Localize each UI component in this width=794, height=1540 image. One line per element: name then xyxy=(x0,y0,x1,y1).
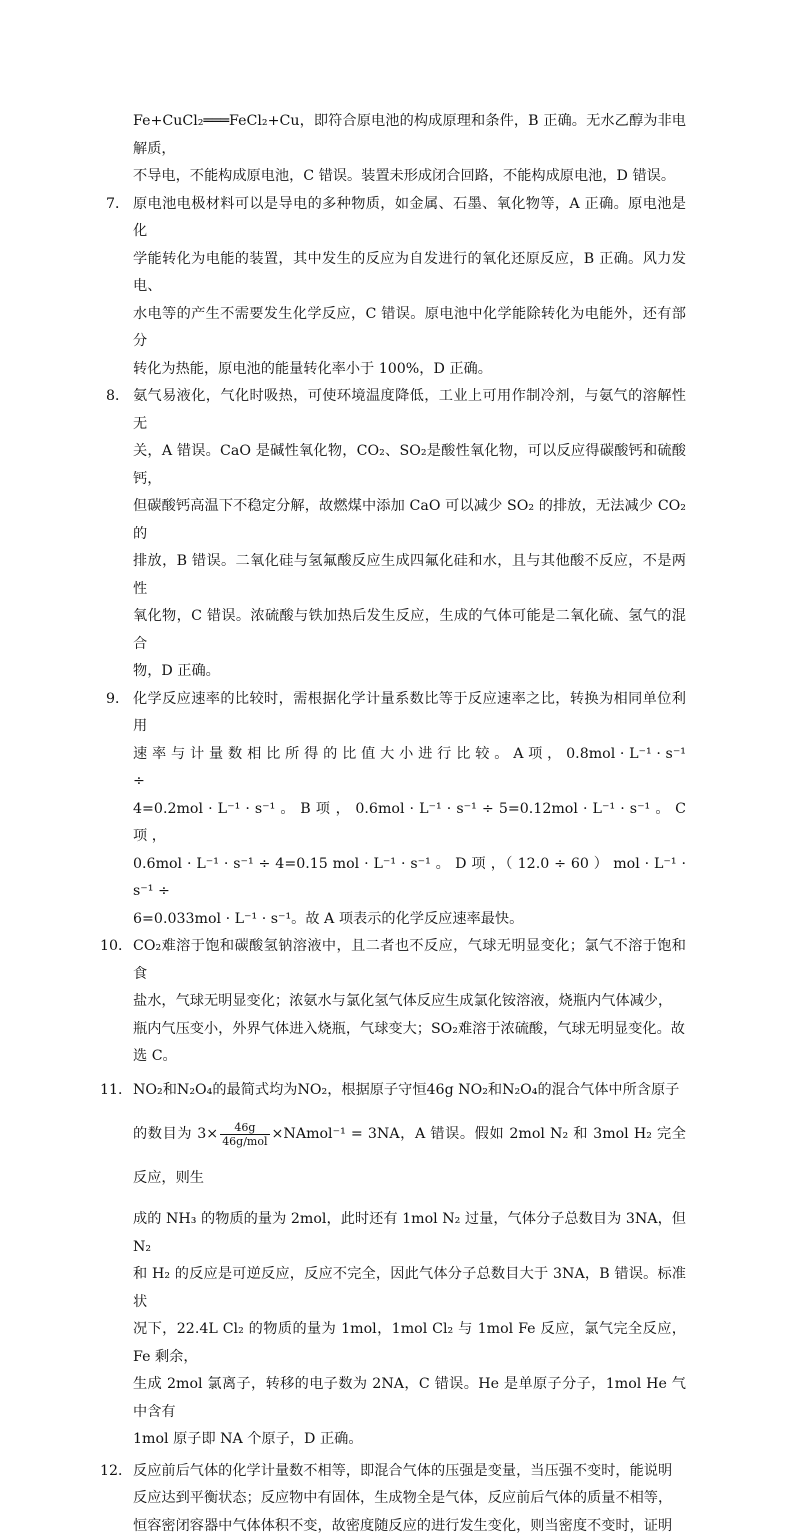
text-line: 4=0.2mol · L⁻¹ · s⁻¹ 。 B 项 ， 0.6mol · L⁻¹ · s⁻¹ ÷ 5=0.12mol · L⁻¹ · s⁻¹ 。 C 项 ， xyxy=(133,796,686,851)
text-line: 恒容密闭容器中气体体积不变，故密度随反应的进行发生变化，则当密度不变时，证明 xyxy=(133,1513,686,1540)
text-line: 学能转化为电能的装置，其中发生的反应为自发进行的氧化还原反应，B 正确。风力发电、 xyxy=(133,246,686,301)
text-line: 和 H₂ 的反应是可逆反应，反应不完全，因此气体分子总数目大于 3NA，B 错误。标准状 xyxy=(133,1261,686,1316)
text-line: 成的 NH₃ 的物质的量为 2mol，此时还有 1mol N₂ 过量，气体分子总数目为 3NA，但 N₂ xyxy=(133,1206,686,1261)
fraction xyxy=(220,1121,269,1148)
text-line: 选 C。 xyxy=(133,1043,686,1071)
text-line: 化学反应速率的比较时，需根据化学计量系数比等于反应速率之比，转换为相同单位利用 xyxy=(133,686,686,741)
item-number: 8． xyxy=(106,383,129,411)
text-line: 转化为热能，原电池的能量转化率小于 100%，D 正确。 xyxy=(133,356,686,384)
fraction-numerator: 46g xyxy=(220,1121,269,1135)
item-number: 9． xyxy=(106,686,129,714)
answer-item-10 xyxy=(106,933,686,1071)
paragraph-continuation xyxy=(106,108,686,191)
text-line: 原电池电极材料可以是导电的多种物质，如金属、石墨、氧化物等，A 正确。原电池是化 xyxy=(133,191,686,246)
text-line: CO₂难溶于饱和碳酸氢钠溶液中，且二者也不反应，气球无明显变化；氯气不溶于饱和食 xyxy=(133,933,686,988)
answer-item-12 xyxy=(106,1458,686,1540)
text-line: 关，A 错误。CaO 是碱性氧化物，CO₂、SO₂是酸性氧化物，可以反应得碳酸钙和硫酸钙， xyxy=(133,438,686,493)
fraction-denominator: 46g/mol xyxy=(220,1135,269,1148)
text-line: 排放，B 错误。二氧化硅与氢氟酸反应生成四氟化硅和水，且与其他酸不反应，不是两性 xyxy=(133,548,686,603)
formula-prefix: 的数目为 3× xyxy=(133,1126,218,1142)
text-line: 盐水，气球无明显变化；浓氨水与氯化氢气体反应生成氯化铵溶液，烧瓶内气体减少， xyxy=(133,988,686,1016)
answer-item-9 xyxy=(106,686,686,934)
text-line: 生成 2mol 氯离子，转移的电子数为 2NA，C 错误。He 是单原子分子，1mol He 气中含有 xyxy=(133,1371,686,1426)
item-number: 7． xyxy=(106,191,129,219)
formula-suffix: ×NAmol⁻¹ = 3NA，A 错误。假如 2mol N₂ 和 3mol H₂ 完全反应，则生 xyxy=(133,1126,686,1186)
item-number: 11． xyxy=(100,1077,132,1105)
text-line: NO₂和N₂O₄的最简式均为NO₂，根据原子守恒46g NO₂和N₂O₄的混合气体中所含原子 xyxy=(133,1077,686,1105)
answer-item-7 xyxy=(106,191,686,384)
text-line: 6=0.033mol · L⁻¹ · s⁻¹。故 A 项表示的化学反应速率最快。 xyxy=(133,906,686,934)
text-line: 瓶内气压变小，外界气体进入烧瓶，气球变大；SO₂难溶于浓硫酸，气球无明显变化。故 xyxy=(133,1016,686,1044)
text-line: 水电等的产生不需要发生化学反应，C 错误。原电池中化学能除转化为电能外，还有部分 xyxy=(133,301,686,356)
text-line: 但碳酸钙高温下不稳定分解，故燃煤中添加 CaO 可以减少 SO₂ 的排放，无法减少 CO₂ 的 xyxy=(133,493,686,548)
text-line: 氧化物，C 错误。浓硫酸与铁加热后发生反应，生成的气体可能是二氧化硫、氢气的混合 xyxy=(133,603,686,658)
text-line: 速 率 与 计 量 数 相 比 所 得 的 比 值 大 小 进 行 比 较 。 A 项 ， 0.8mol · L⁻¹ · s⁻¹ ÷ xyxy=(133,741,686,796)
text-line: 物，D 正确。 xyxy=(133,658,686,686)
formula-line xyxy=(133,1112,686,1200)
text-line: 氨气易液化，气化时吸热，可使环境温度降低，工业上可用作制冷剂，与氨气的溶解性无 xyxy=(133,383,686,438)
text-line: 1mol 原子即 NA 个原子，D 正确。 xyxy=(133,1426,686,1454)
text-line: 反应前后气体的化学计量数不相等，即混合气体的压强是变量，当压强不变时，能说明 xyxy=(133,1458,686,1486)
text-line: 0.6mol · L⁻¹ · s⁻¹ ÷ 4=0.15 mol · L⁻¹ · s⁻¹ 。 D 项 ，（ 12.0 ÷ 60 ） mol · L⁻¹ · s⁻¹ ÷ xyxy=(133,851,686,906)
answer-item-8 xyxy=(106,383,686,686)
document-body xyxy=(106,108,686,1540)
item-number: 12． xyxy=(100,1458,132,1486)
answer-item-11 xyxy=(106,1077,686,1454)
text-line: 不导电，不能构成原电池，C 错误。装置未形成闭合回路，不能构成原电池，D 错误。 xyxy=(133,163,686,191)
text-line: 况下，22.4L Cl₂ 的物质的量为 1mol，1mol Cl₂ 与 1mol Fe 反应，氯气完全反应，Fe 剩余， xyxy=(133,1316,686,1371)
text-line: 反应达到平衡状态；反应物中有固体，生成物全是气体，反应前后气体的质量不相等， xyxy=(133,1485,686,1513)
text-line: Fe+CuCl₂═══FeCl₂+Cu，即符合原电池的构成原理和条件，B 正确。无水乙醇为非电解质， xyxy=(133,108,686,163)
item-number: 10． xyxy=(100,933,132,961)
